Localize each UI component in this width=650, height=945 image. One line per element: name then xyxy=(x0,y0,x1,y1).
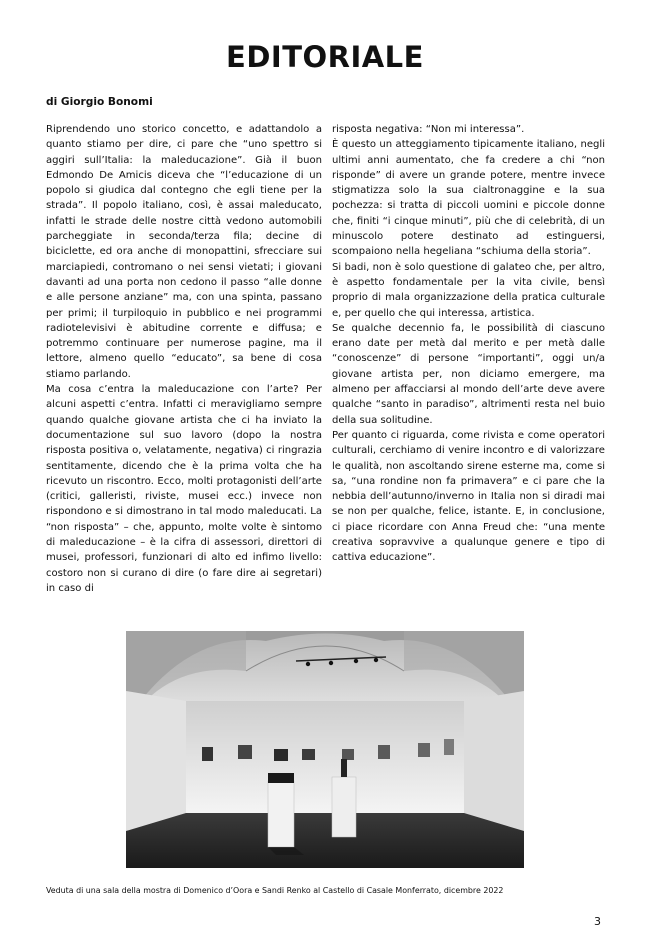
paragraph: Per quanto ci riguarda, come rivista e come operatori culturali, cerchiamo di venire incontro e di valorizzare le qualità, non ascoltando sirene esterne ma, come si sa, “una rondine non fa primavera” e ci pare che la nebbia dell’autunno/inverno in Italia non si diradi mai se non per qualche, felice, istante. E, in conclusione, ci piace ricordare con Anna Freud che: “una mente creativa sopravvive a qualunque genere e tipo di cattiva educazione”. xyxy=(332,429,605,564)
paragraph: Si badi, non è solo questione di galateo che, per altro, è aspetto fondamentale per la vita civile, bensì proprio di mala organizzazione della pratica culturale e, per quello che qui interessa, artistica. xyxy=(332,261,605,319)
photo-caption: Veduta di una sala della mostra di Domenico d’Oora e Sandi Renko al Castello di Casale Monferrato, dicembre 2022 xyxy=(46,886,504,895)
page-title: EDITORIALE xyxy=(226,40,424,74)
article-left-column xyxy=(46,122,322,596)
paragraph: Riprendendo uno storico concetto, e adattandolo a quanto stiamo per dire, ci pare che “uno spettro si aggiri sull’Italia: la maleducazione”. Già il buon Edmondo De Amicis diceva che “l’educazione di un popolo si giudica dal contegno che egli tiene per la strada”. Il popolo italiano, così, è assai maleducato, infatti le strade delle nostre città vedono automobili parcheggiate in seconda/terza fila; decine di biciclette, ed ora anche di monopattini, sfrecciare sui marciapiedi, contromano o nei sensi vietati; i giovani davanti ad una porta non cedono il passo “alle donne e alle persone anziane” ma, con una spinta, passano per primi; il turpiloquio in pubblico e nei programmi radiotelevisivi è abitudine corrente e diffusa; e potremmo continuare per numerose pagine, ma il lettore, almeno quello “educato”, sa bene di cosa stiamo parlando. xyxy=(46,124,322,380)
paragraph: risposta negativa: “Non mi interessa”. xyxy=(332,124,525,135)
article-author: di Giorgio Bonomi xyxy=(46,96,153,108)
paragraph: Se qualche decennio fa, le possibilità di ciascuno erano date per metà dal merito e per metà dalle “conoscenze” di persone “importanti”, oggi un/a giovane artista per, non diciamo emergere, ma almeno per affacciarsi al mondo dell’arte deve avere qualche “santo in paradiso”, altrimenti resta nel buio della sua solitudine. xyxy=(332,322,605,426)
page-number: 3 xyxy=(594,915,601,928)
paragraph: Ma cosa c’entra la maleducazione con l’arte? Per alcuni aspetti c’entra. Infatti ci meravigliamo sempre quando qualche giovane artista che ci ha inviato la documentazione sul suo lavoro (dopo la nostra risposta positiva o, velatamente, negativa) ci ringrazia sentitamente, dicendo che è la prima volta che ha ricevuto un riscontro. Ecco, molti protagonisti dell’arte (critici, galleristi, riviste, musei ecc.) invece non rispondono e si dimostrano in tal modo maleducati. La “non risposta” – che, appunto, molte volte è sintomo di maleducazione – è la cifra di assessori, direttori di musei, professori, funzionari di alto ed infimo livello: costoro non si curano di dire (o fare dire ai segretari) in caso di xyxy=(46,384,322,594)
article-right-column xyxy=(332,122,605,566)
exhibition-photo xyxy=(126,631,524,868)
paragraph: È questo un atteggiamento tipicamente italiano, negli ultimi anni aumentato, che fa credere a chi “non risponde” di avere un grande potere, mentre invece stigmatizza solo la sua cialtronaggine e la sua pochezza: si tratta di piccoli uomini e piccole donne che, finiti “i cinque minuti”, più che di celebrità, di un minuscolo potere destinato ad estinguersi, scompaiono nella hegeliana “schiuma della storia”. xyxy=(332,139,605,258)
gallery-room-image xyxy=(126,631,524,868)
